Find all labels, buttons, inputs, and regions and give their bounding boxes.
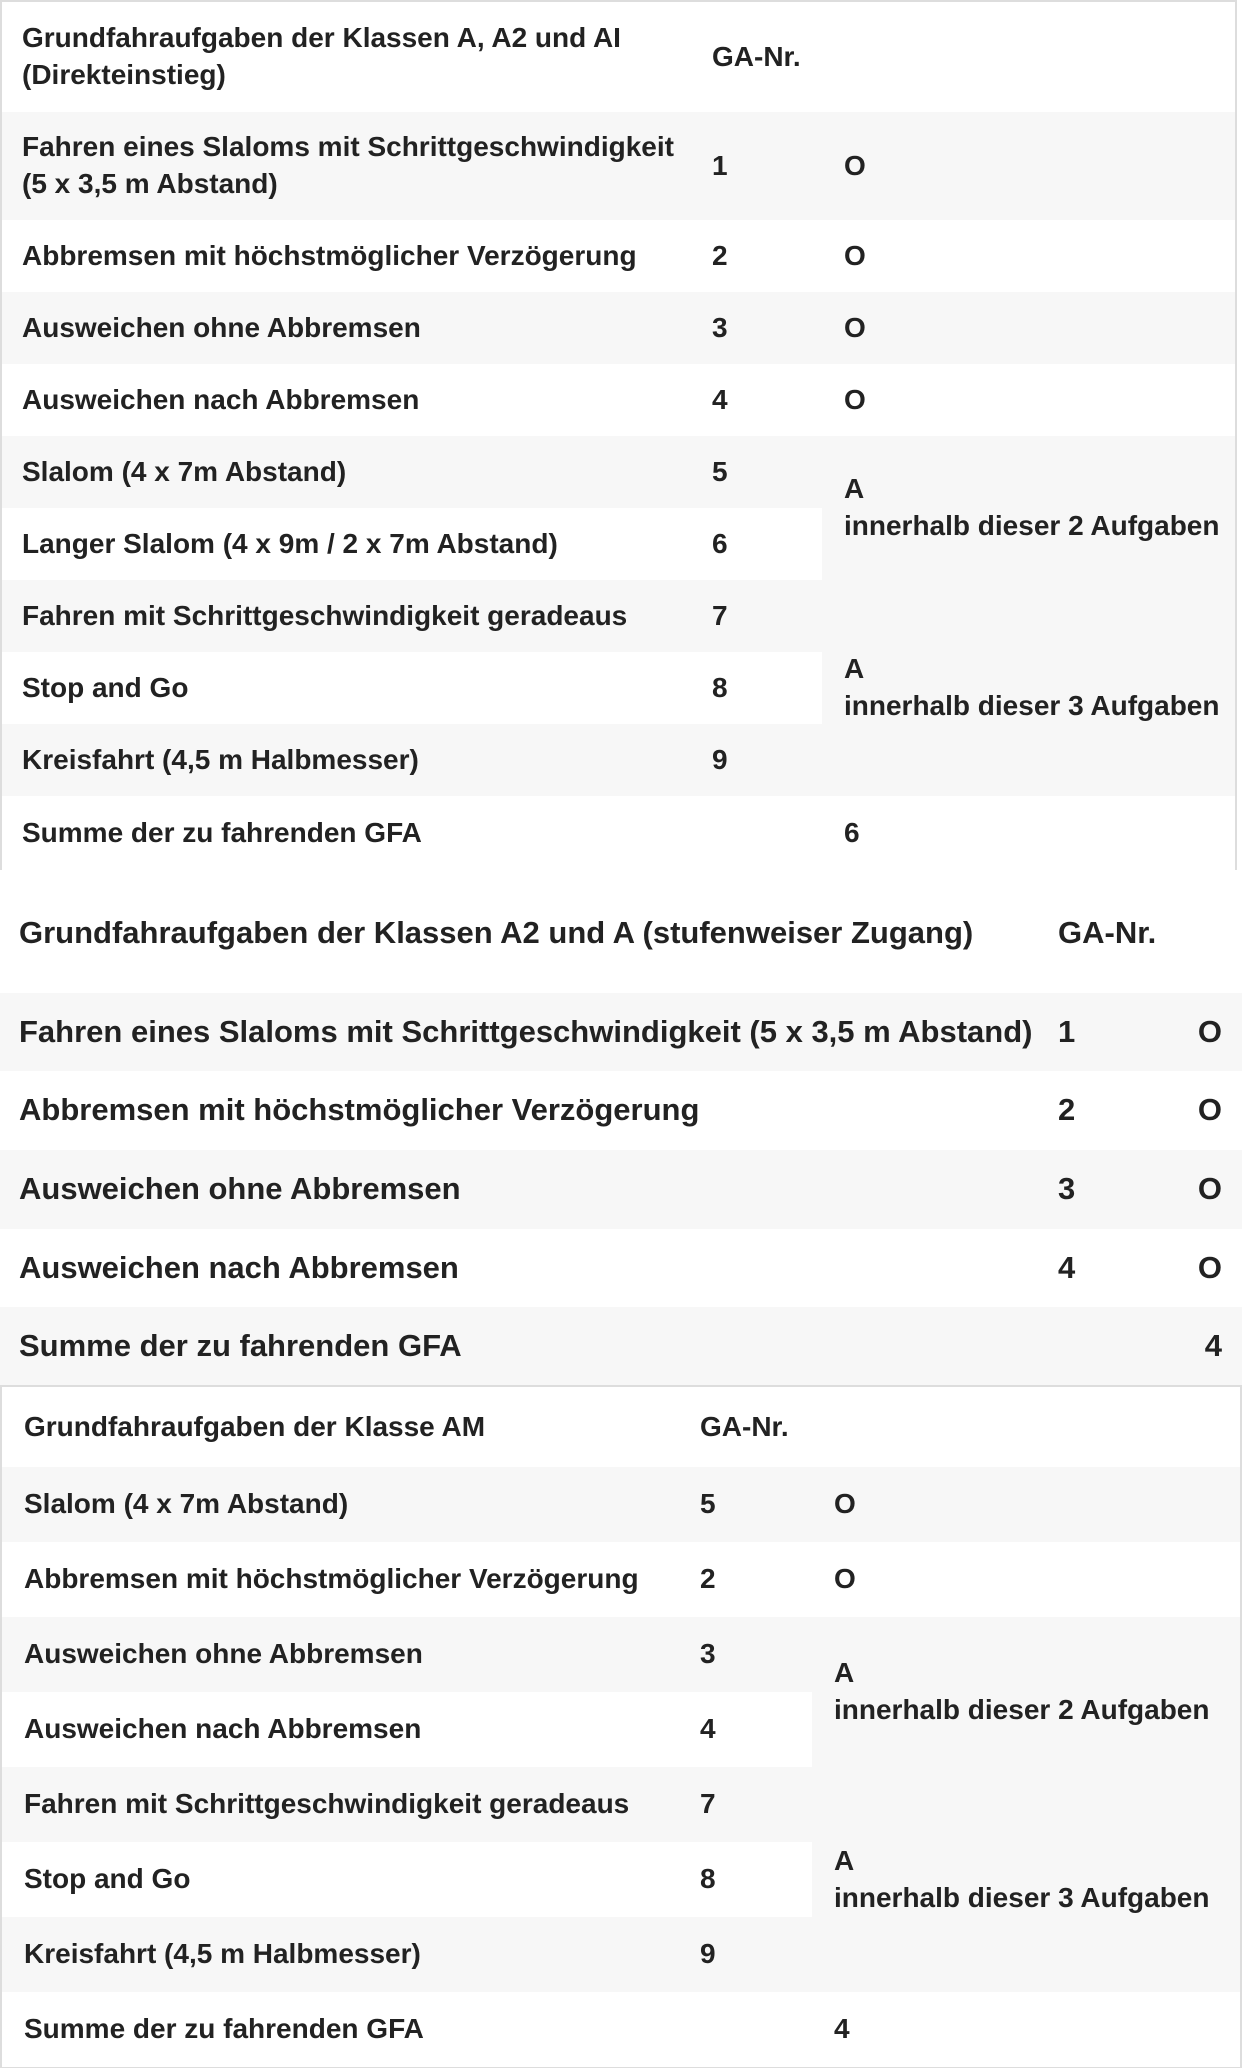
table-row: [2, 220, 1235, 292]
task-cell: Ausweichen nach Abbremsen: [0, 1229, 1058, 1307]
nr-cell: 2: [1058, 1071, 1178, 1150]
header-title: Grundfahraufgaben der Klasse AM: [2, 1387, 692, 1467]
status-cell: O: [1178, 1229, 1242, 1307]
nr-cell: 4: [1058, 1229, 1178, 1307]
task-cell: Slalom (4 x 7m Abstand): [2, 1467, 692, 1542]
table-stufenweiser-zugang: [0, 873, 1242, 1385]
nr-cell: 7: [702, 580, 822, 652]
group-mark: A: [844, 653, 865, 685]
task-cell: Fahren mit Schrittgeschwindigkeit geradeaus: [2, 1767, 692, 1842]
nr-cell: 7: [692, 1767, 812, 1842]
nr-cell: 5: [692, 1467, 812, 1542]
task-cell: Fahren eines Slaloms mit Schrittgeschwindigkeit (5 x 3,5 m Abstand): [2, 112, 702, 220]
sum-nr-cell: [692, 1992, 812, 2067]
status-cell: O: [822, 292, 1235, 364]
status-cell: O: [822, 220, 1235, 292]
sum-nr-cell: [1058, 1307, 1178, 1385]
group-cell: [822, 580, 1235, 796]
sum-nr-cell: [702, 796, 822, 870]
table-row: [2, 580, 1235, 652]
table-row: [2, 112, 1235, 220]
sum-label: Summe der zu fahrenden GFA: [2, 1992, 692, 2067]
task-cell: Ausweichen nach Abbremsen: [2, 1692, 692, 1767]
group-note: innerhalb dieser 2 Aufgaben: [844, 510, 1220, 541]
task-cell: Fahren eines Slaloms mit Schrittgeschwindigkeit (5 x 3,5 m Abstand): [0, 993, 1058, 1071]
nr-cell: 1: [702, 112, 822, 220]
table-row: [2, 364, 1235, 436]
sum-value: 6: [822, 796, 1235, 870]
nr-cell: 2: [702, 220, 822, 292]
group-cell: [812, 1617, 1240, 1767]
task-cell: Langer Slalom (4 x 9m / 2 x 7m Abstand): [2, 508, 702, 580]
nr-cell: 2: [692, 1542, 812, 1617]
table-klasse-am: [0, 1385, 1242, 2068]
task-cell: Slalom (4 x 7m Abstand): [2, 436, 702, 508]
table-row: [2, 436, 1235, 508]
table-row: [2, 1542, 1240, 1617]
table-grid: [2, 1387, 1240, 2067]
nr-cell: 5: [702, 436, 822, 508]
header-ga-nr: GA-Nr.: [1058, 873, 1178, 993]
sum-row: [0, 1307, 1242, 1385]
header-title: Grundfahraufgaben der Klassen A, A2 und AI (Direkteinstieg): [2, 2, 702, 112]
header-col3: [822, 2, 1235, 112]
table-header-row: [2, 1387, 1240, 1467]
table-header-row: [2, 2, 1235, 112]
task-cell: Kreisfahrt (4,5 m Halbmesser): [2, 724, 702, 796]
task-cell: Abbremsen mit höchstmöglicher Verzögerung: [0, 1071, 1058, 1150]
group-cell: [812, 1767, 1240, 1992]
sum-value: 4: [1178, 1307, 1242, 1385]
sum-row: [2, 796, 1235, 870]
status-cell: O: [1178, 993, 1242, 1071]
nr-cell: 9: [692, 1917, 812, 1992]
sum-label: Summe der zu fahrenden GFA: [2, 796, 702, 870]
table-row: [2, 1617, 1240, 1692]
nr-cell: 9: [702, 724, 822, 796]
nr-cell: 4: [692, 1692, 812, 1767]
table-row: [0, 1150, 1242, 1229]
sum-value: 4: [812, 1992, 1240, 2067]
task-cell: Ausweichen nach Abbremsen: [2, 364, 702, 436]
group-note: innerhalb dieser 3 Aufgaben: [834, 1881, 1210, 1913]
group-cell: [822, 436, 1235, 580]
table-header-row: [0, 873, 1242, 993]
nr-cell: 1: [1058, 993, 1178, 1071]
table-row: [0, 1071, 1242, 1150]
task-cell: Ausweichen ohne Abbremsen: [0, 1150, 1058, 1229]
group-note: innerhalb dieser 3 Aufgaben: [844, 690, 1220, 721]
task-cell: Fahren mit Schrittgeschwindigkeit geradeaus: [2, 580, 702, 652]
task-cell: Kreisfahrt (4,5 m Halbmesser): [2, 1917, 692, 1992]
table-row: [0, 993, 1242, 1071]
header-col3: [1178, 873, 1242, 993]
nr-cell: 8: [692, 1842, 812, 1917]
group-mark: A: [834, 1657, 855, 1689]
table-row: [2, 292, 1235, 364]
task-cell: Ausweichen ohne Abbremsen: [2, 1617, 692, 1692]
group-mark: A: [834, 1844, 855, 1876]
table-row: [2, 1467, 1240, 1542]
table-grid: [0, 873, 1242, 1385]
nr-cell: 8: [702, 652, 822, 724]
header-col3: [812, 1387, 1240, 1467]
task-cell: Abbremsen mit höchstmöglicher Verzögerung: [2, 1542, 692, 1617]
header-title: Grundfahraufgaben der Klassen A2 und A (stufenweiser Zugang): [0, 873, 1058, 993]
nr-cell: 3: [702, 292, 822, 364]
status-cell: O: [812, 1542, 1240, 1617]
table-row: [0, 1229, 1242, 1307]
task-cell: Stop and Go: [2, 652, 702, 724]
header-ga-nr: GA-Nr.: [692, 1387, 812, 1467]
nr-cell: 3: [1058, 1150, 1178, 1229]
status-cell: O: [1178, 1071, 1242, 1150]
status-cell: O: [822, 112, 1235, 220]
task-cell: Ausweichen ohne Abbremsen: [2, 292, 702, 364]
header-ga-nr: GA-Nr.: [702, 2, 822, 112]
task-cell: Abbremsen mit höchstmöglicher Verzögerung: [2, 220, 702, 292]
group-note: innerhalb dieser 2 Aufgaben: [834, 1694, 1210, 1725]
nr-cell: 3: [692, 1617, 812, 1692]
table-row: [2, 1767, 1240, 1842]
status-cell: O: [812, 1467, 1240, 1542]
nr-cell: 6: [702, 508, 822, 580]
status-cell: O: [822, 364, 1235, 436]
table-direkteinstieg: [0, 0, 1237, 870]
sum-label: Summe der zu fahrenden GFA: [0, 1307, 1058, 1385]
status-cell: O: [1178, 1150, 1242, 1229]
group-mark: A: [844, 473, 865, 505]
nr-cell: 4: [702, 364, 822, 436]
table-grid: [2, 2, 1235, 870]
task-cell: Stop and Go: [2, 1842, 692, 1917]
sum-row: [2, 1992, 1240, 2067]
